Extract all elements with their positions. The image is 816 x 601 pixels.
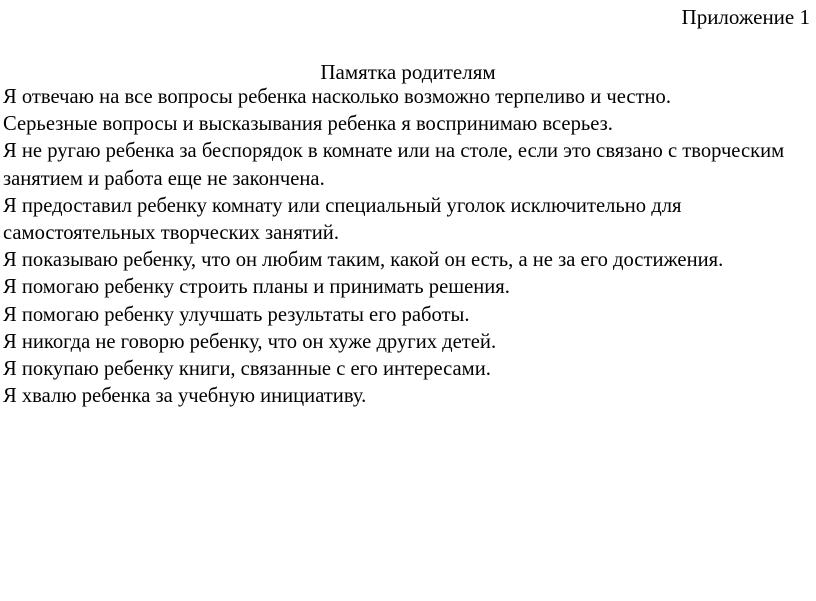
appendix-label: Приложение 1 [681, 5, 810, 29]
statement-praise-initiative: Я хвалю ребенка за учебную инициативу. [3, 385, 367, 408]
statement-no-comparison: Я никогда не говорю ребенку, что он хуже других детей. [3, 330, 497, 353]
statement-serious-questions: Серьезные вопросы и высказывания ребенка я воспринимаю всерьез. [3, 113, 613, 136]
statement-no-scolding-mess: Я не ругаю ребенка за беспорядок в комнате или на столе, если это связано с творческим занятием и работа еще не закончена. [3, 140, 785, 190]
statement-answer-questions: Я отвечаю на все вопросы ребенка насколько возможно терпеливо и честно. [3, 86, 671, 108]
statement-improve-results: Я помогаю ребенку улучшать результаты его работы. [3, 303, 470, 326]
statement-plans-decisions: Я помогаю ребенку строить планы и принимать решения. [3, 276, 510, 299]
statement-loved-as-is: Я показываю ребенку, что он любим таким, какой он есть, а не за его достижения. [3, 249, 724, 272]
memo-statement-list [3, 84, 813, 410]
statement-creative-corner: Я предоставил ребенку комнату или специальный уголок исключительно для самостоятельных творческих занятий. [3, 194, 682, 245]
memo-title: Памятка родителям [320, 60, 496, 84]
statement-buy-books: Я покупаю ребенку книги, связанные с его интересами. [3, 358, 491, 381]
